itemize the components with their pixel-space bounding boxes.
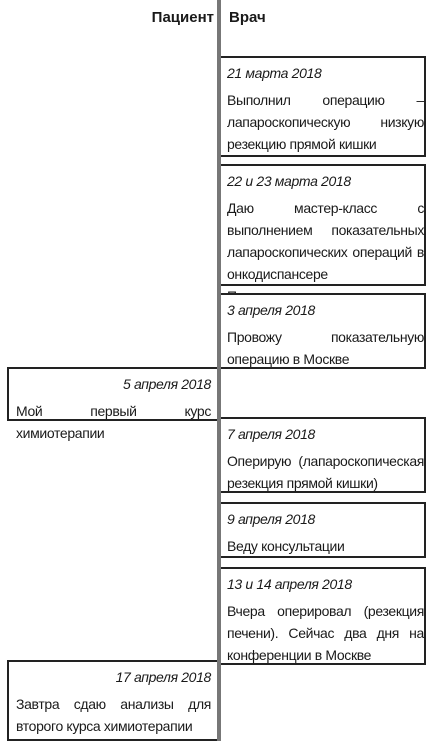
timeline-entry-patient [7, 660, 217, 741]
timeline-entry-doctor [221, 293, 426, 369]
entry-text: Оперирую (лапароскопическая резекция прямой кишки) [227, 453, 424, 491]
entry-text: Завтра сдаю анализы для второго курса химиотерапии [16, 696, 211, 734]
entry-text: Мой первый курс химиотерапии [16, 403, 211, 441]
timeline-entry-doctor [221, 417, 426, 493]
entry-text: Провожу показательную операцию в Москве [227, 329, 424, 367]
timeline-entry-doctor [221, 502, 426, 558]
timeline-entry-doctor [221, 567, 426, 665]
timeline-entry-doctor [221, 164, 426, 286]
entry-date: 5 апреля 2018 [123, 376, 211, 392]
entry-date: 17 апреля 2018 [115, 669, 211, 685]
entry-text: Вчера оперировал (резекция печени). Сейчас два дня на конференции в Москве [227, 603, 424, 663]
doctor-column-header: Врач [229, 9, 266, 26]
entry-date: 21 марта 2018 [227, 65, 322, 81]
patient-column-header: Пациент [151, 9, 214, 26]
entry-date: 9 апреля 2018 [227, 511, 315, 527]
entry-date: 13 и 14 апреля 2018 [227, 576, 352, 592]
entry-text: Даю мастер-класс с выполнением показательных лапароскопических операций в онкодиспансере [227, 200, 424, 282]
timeline-entry-patient [7, 367, 217, 441]
timeline-entry-doctor [221, 56, 426, 157]
entry-date: 7 апреля 2018 [227, 426, 315, 442]
entry-text: Веду консультации [227, 538, 345, 554]
entry-date: 3 апреля 2018 [227, 302, 315, 318]
entry-text: Выполнил операцию – лапароскопическую низкую резекцию прямой кишки [227, 92, 424, 152]
entry-date: 22 и 23 марта 2018 [227, 173, 351, 189]
